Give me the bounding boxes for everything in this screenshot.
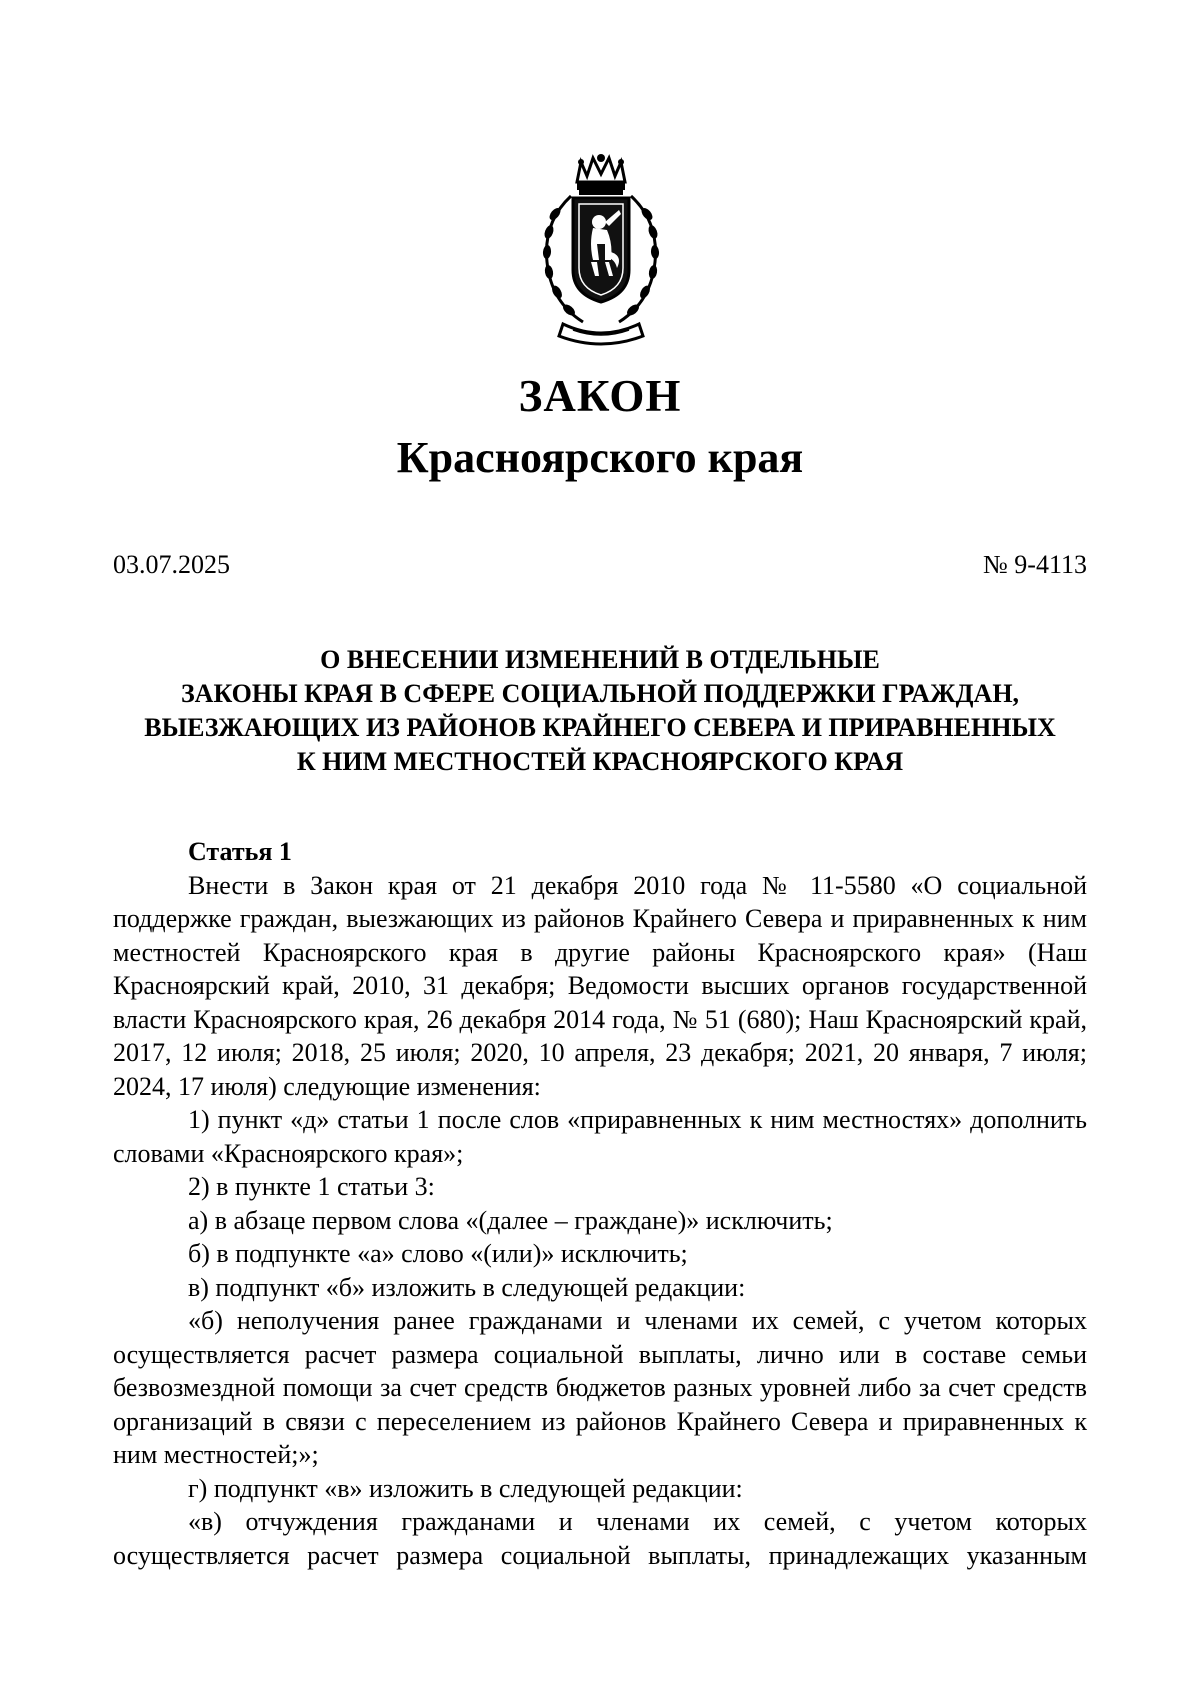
document-issuer: Красноярского края (396, 433, 804, 482)
law-title-line: К НИМ МЕСТНОСТЕЙ КРАСНОЯРСКОГО КРАЯ (296, 747, 904, 776)
document-type: ЗАКОН (518, 371, 682, 421)
article-heading: Статья 1 (188, 837, 292, 866)
law-title (113, 643, 1087, 779)
article-paragraph: «в) отчуждения гражданами и членами их семей, с учетом которых осуществляется расчет размера социальной выплаты, принадлежащих указанным (113, 1507, 1087, 1570)
article-paragraph: Внести в Закон края от 21 декабря 2010 года № 11-5580 «О социальной поддержке граждан, выезжающих из районов Крайнего Севера и приравненных к ним местностей Красноярского края в другие районы Красноярского края» (Наш Красноярский край, 2010, 31 декабря; Ведомости высших органов государственной власти Красноярского края, 26 декабря 2014 года, № 51 (680); Наш Красноярский край, 2017, 12 июля; 2018, 25 июля; 2020, 10 апреля, 23 декабря; 2021, 20 января, 7 июля; 2024, 17 июля) следующие изменения: (113, 870, 1087, 1101)
article-paragraph: б) в подпункте «а» слово «(или)» исключить; (188, 1239, 688, 1268)
law-title-line: ВЫЕЗЖАЮЩИХ ИЗ РАЙОНОВ КРАЙНЕГО СЕВЕРА И ПРИРАВНЕННЫХ (144, 713, 1056, 742)
article-paragraph: 1) пункт «д» статьи 1 после слов «приравненных к ним местностях» дополнить словами «Красноярского края»; (113, 1105, 1087, 1168)
article-body (113, 835, 1087, 1572)
article-paragraph: в) подпункт «б» изложить в следующей редакции: (188, 1272, 746, 1302)
document-number: № 9-4113 (983, 550, 1087, 579)
law-title-line: О ВНЕСЕНИИ ИЗМЕНЕНИЙ В ОТДЕЛЬНЫЕ (320, 645, 880, 674)
document-date: 03.07.2025 (113, 550, 230, 579)
article-paragraph: а) в абзаце первом слова «(далее – граждане)» исключить; (188, 1205, 833, 1235)
article-paragraph: 2) в пункте 1 статьи 3: (188, 1172, 435, 1201)
article-paragraph: г) подпункт «в» изложить в следующей редакции: (188, 1473, 743, 1503)
krasnoyarsk-coat-of-arms-icon (533, 152, 669, 352)
law-title-line: ЗАКОНЫ КРАЯ В СФЕРЕ СОЦИАЛЬНОЙ ПОДДЕРЖКИ ГРАЖДАН, (180, 679, 1020, 708)
article-paragraph: «б) неполучения ранее гражданами и членами их семей, с учетом которых осуществляется расчет размера социальной выплаты, лично или в составе семьи безвозмездной помощи за счет средств бюджетов разных уровней либо за счет средств организаций в связи с переселением из районов Крайнего Севера и приравненных к ним местностей;»; (113, 1306, 1087, 1469)
